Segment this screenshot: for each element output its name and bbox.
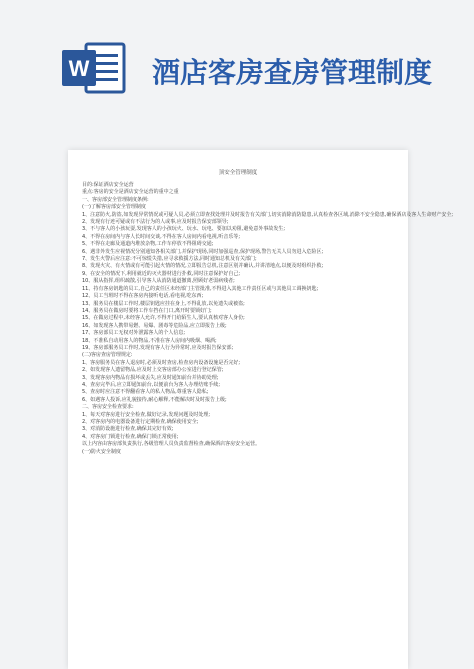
document-line: 以上内容由客房部负责执行,各级管理人员负责监督检查,确保酒店客房安全运营。 <box>82 441 261 448</box>
header <box>0 0 474 150</box>
document-line: 13、服务员在楼层工作时,楼层钥匙应挂在身上,不得乱放,以免遗失或被盗; <box>82 300 245 307</box>
document-line: 18、不准私自动用客人的物品,不准在客人房间内吸烟、喝酒; <box>82 337 217 344</box>
document-line: 1、每天对客房进行安全检查,做好记录,发现问题及时处理; <box>82 411 211 418</box>
document-line: 2、对客房内的电器设备进行定期检查,确保使用安全; <box>82 419 199 425</box>
document-line: 10、服从指挥,组织疏散,引导客人从消防通道撤离,照顾好老弱病残者; <box>82 278 235 285</box>
document-line: (二)客房查房管理规定: <box>82 352 133 359</box>
document-line: (一)防火安全制度 <box>82 448 121 455</box>
word-document-icon <box>60 38 128 98</box>
document-line: 1、注意防火,防盗,如发现异常情况或可疑人员,必须立即查找处理并及时报告有关部门,切实消除消防隐患,认真检查各区域,消除不安全隐患,确保酒店及客人生命财产安全; <box>82 211 453 218</box>
document-line: 6、遇非外发生应视情况分别通知各相关部门,并保护现场,同时加强巡查,保护现场,警告无关人员勿进入危险区; <box>82 248 324 255</box>
document-line: 4、查房完毕后,应立即通知前台,以便前台为客人办理结账手续; <box>82 381 221 388</box>
document-line: 3、发现客房内物品有损坏或丢失,应及时通知前台并协助处理; <box>82 374 219 381</box>
document-line: 3、不与客人的小孩玩耍,发现客人的小孩玩火、玩水、玩电、要加以劝阻,避免意外事故发生; <box>82 226 286 233</box>
document-line: 5、查房时应注意不得翻看客人的私人物品,尊重客人隐私; <box>82 389 209 396</box>
document-line: 5、不得在走廊及通道内堆放杂物,工作车停放不得阻碍交通; <box>82 241 214 248</box>
document-line: 7、发生火警后应注意:不可惊慌失措,应寻求救援方法,同时通知总机及有关部门; <box>82 256 257 263</box>
document-line: 9、在安全的情况下,利用就近的灭火器材进行扑救,同时注意保护好自己; <box>82 270 241 277</box>
document-line: 2、发现有行迹可疑或有不法行为的人或事,应及时报告保安部领导; <box>82 219 229 226</box>
document-line: 19、客房部服务员工作时,发现有客人行为异常时,应及时报告保安部; <box>82 344 234 351</box>
document-line: 17、客房部员工无权对外泄露客人的个人信息; <box>82 330 186 337</box>
document-page <box>68 150 453 669</box>
document-line: 12、员工当班时不得在客房内接听电话,看电视,吃东西; <box>82 293 204 300</box>
document-line: 1、客房服务员在客人退房时,必须及时查房,检查房内设备设施是否完好; <box>82 359 241 366</box>
document-line: 16、如发现客人携带易燃、易爆、剧毒等危险品,应立即报告上级; <box>82 322 227 329</box>
document-heading: 顶安全管理制度 <box>218 170 258 176</box>
document-line: 二、客房安全检查要求: <box>82 404 134 411</box>
word-letter: W <box>68 56 90 81</box>
document-line: 11、持有客房钥匙的员工,自己的责任区未经部门主管批准,不得进入其他工作责任区或与其他员工调换钥匙; <box>82 285 319 292</box>
document-line: 3、对消防设施进行检查,确保其完好有效; <box>82 426 174 433</box>
document-line: 8、发现火灾、有火情或有可能引起火情的情况,立即报告总机,注意区别并确认,并讲清地点,以便及时组织扑救; <box>82 263 324 270</box>
document-line: (一)了解客房部安全管理制度 <box>82 204 146 211</box>
document-line: 6、如遇客人投诉,应礼貌接待,耐心解释,不能解决时及时报告上级; <box>82 396 227 403</box>
document-line: 14、服务员在做房时要将工作车挡在门口,离开时要锁好门; <box>82 307 212 314</box>
document-line: 15、在做房过程中,未经客人允许,不得开门给陌生人,要认真核对客人身份; <box>82 315 245 322</box>
page-title: 酒店客房查房管理制度 <box>152 56 433 89</box>
document-line: 一、客房部安全管理制度条例: <box>82 196 149 203</box>
document-line: 4、不得在房间内与客人长时间交谈,不得在客人房间内看电视,听音乐等; <box>82 233 241 240</box>
document-body <box>68 182 453 456</box>
document-line: 4、对客房门锁进行检查,确保门锁正常使用; <box>82 433 179 440</box>
document-line: 目的:保证酒店安全运营 <box>82 182 134 188</box>
document-line: 重点:客房的安全是酒店安全运营的重中之重 <box>82 189 179 196</box>
document-line: 2、如发现客人遗留物品,应及时上交客房部办公室进行登记保管; <box>82 367 224 374</box>
